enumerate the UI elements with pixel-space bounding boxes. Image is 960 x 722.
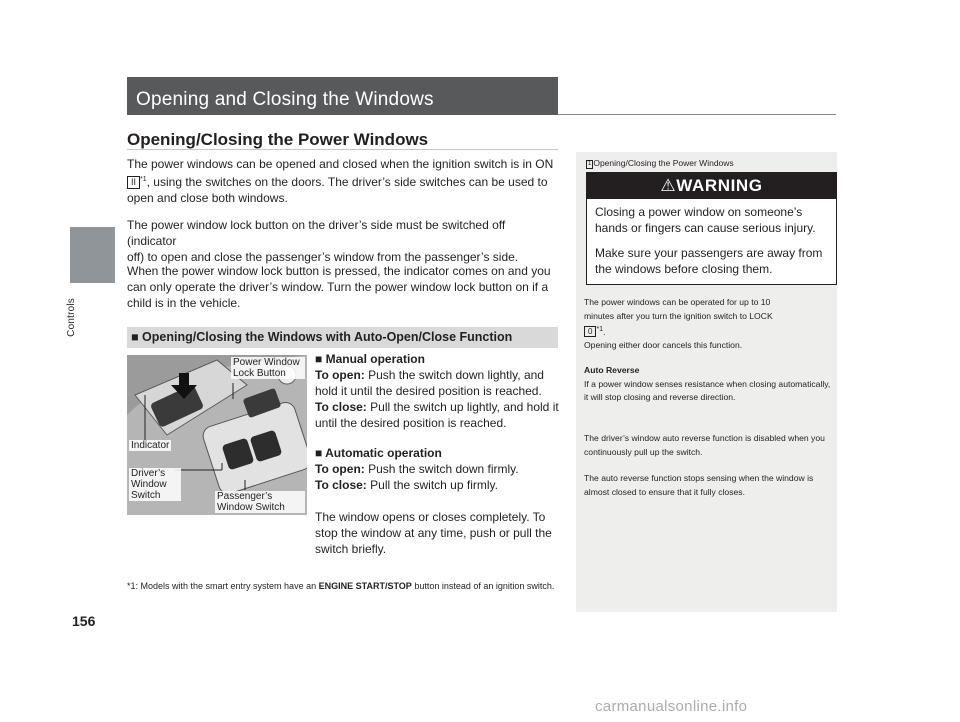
warning-text-1: Closing a power window on someone’s hands or fingers can cause serious injury. <box>595 205 816 235</box>
intro-paragraph-2: The power window lock button on the driver’s side must be switched off (indicator off) to open and close the passenger’s window from the passenger’s side. <box>127 218 519 264</box>
footnote: *1: Models with the smart entry system have an ENGINE START/STOP button instead of an ignition switch. <box>127 581 555 591</box>
lock-key-icon: 0 <box>584 326 596 337</box>
page-heading: Opening/Closing the Power Windows <box>127 130 429 149</box>
section-title: Opening and Closing the Windows <box>136 89 434 110</box>
label-drivers-window-switch: Driver’s Window Switch <box>129 468 181 501</box>
label-power-window-lock: Power Window Lock Button <box>231 357 305 379</box>
watermark: carmanualsonline.info <box>595 698 748 715</box>
warning-header: ⚠WARNING <box>587 173 836 199</box>
intro-paragraph-3: When the power window lock button is pressed, the indicator comes on and you can only operate the driver’s window. Turn the power window lock button on if a child is in the vehicle. <box>127 264 551 310</box>
chapter-label: Controls <box>66 298 77 337</box>
side-note-auto-reverse: Auto Reverse If a power window senses resistance when closing automatically, it will stop closing and reverse direction. <box>584 365 831 402</box>
warning-triangle-icon: ⚠ <box>660 176 677 195</box>
title-rule <box>558 114 836 115</box>
label-indicator: Indicator <box>131 440 170 451</box>
reference-icon: 1 <box>588 161 592 167</box>
warning-text-2: Make sure your passengers are away from the windows before closing them. <box>595 246 823 276</box>
chapter-tab <box>70 227 115 283</box>
window-switch-illustration <box>127 355 307 515</box>
heading-rule <box>127 149 558 150</box>
label-passengers-window-switch: Passenger’s Window Switch <box>215 491 305 513</box>
page-number: 156 <box>72 613 96 629</box>
ignition-key-icon: II <box>127 176 140 189</box>
subsection-title: ■ Opening/Closing the Windows with Auto-Open/Close Function <box>131 330 513 344</box>
manual-operation: ■ Manual operation To open: Push the switch down lightly, and hold it until the desired position is reached. To close: Pull the switch up lightly, and hold it until the desired position is reached. <box>315 352 559 430</box>
side-note-driver-reverse: The driver’s window auto reverse function is disabled when you continuously pull up the switch. <box>584 433 825 457</box>
side-note-timer: The power windows can be operated for up to 10 minutes after you turn the ignition switch to LOCK 0 $^{*1}$. Opening either door cancels this function. <box>584 297 773 351</box>
intro-paragraph-1: The power windows can be opened and closed when the ignition switch is in ON II $^{*1}$, using the switches on the doors. The driver’s side switches can be used to open and close both windows. <box>127 157 554 205</box>
side-note-sensing: The auto reverse function stops sensing when the window is almost closed to ensure that it fully closes. <box>584 473 814 497</box>
side-reference-heading: 1 Opening/Closing the Power Windows <box>588 158 734 168</box>
automatic-operation: ■ Automatic operation To open: Push the switch down firmly. To close: Pull the switch up firmly. The window opens or closes completely. To stop the window at any time, push or pull the switch briefly. <box>315 446 552 556</box>
